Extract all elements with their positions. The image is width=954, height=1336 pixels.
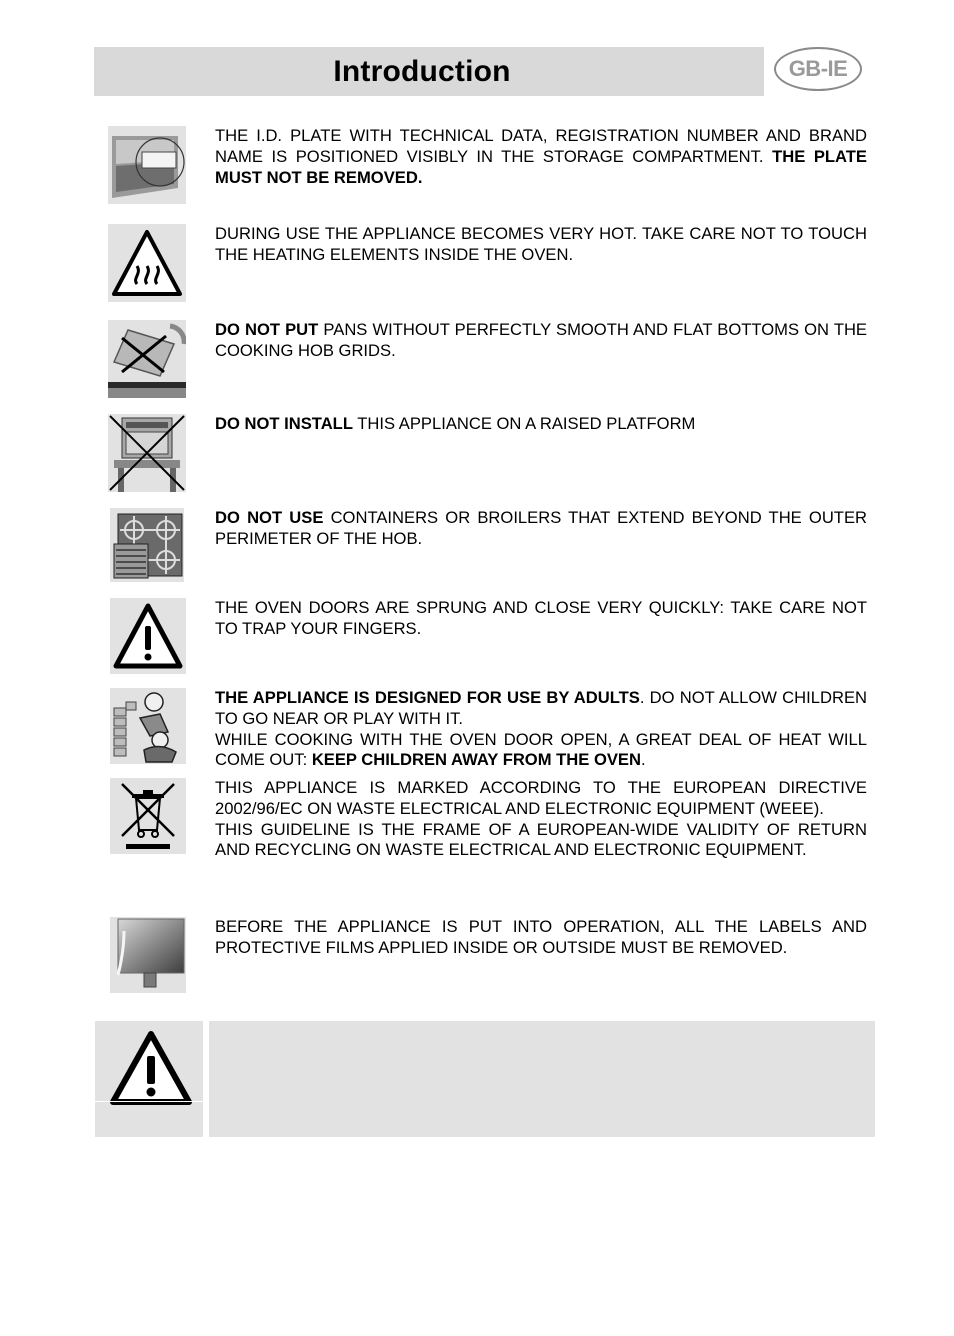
general-warning-icon [105,1026,197,1116]
general-warning-icon [110,598,186,674]
language-badge: GB-IE [774,47,862,91]
id-plate-icon [108,126,186,204]
divider [95,1101,203,1102]
item-text: DO NOT PUT PANS WITHOUT PERFECTLY SMOOTH AND FLAT BOTTOMS ON THE COOKING HOB GRIDS. [215,320,868,360]
protective-film-icon [110,917,186,993]
page-title: Introduction [333,54,511,88]
uneven-pan-icon [108,320,186,398]
warning-box-text-cell [209,1021,875,1137]
hot-surface-warning-icon [108,224,186,302]
item-text: DO NOT INSTALL THIS APPLIANCE ON A RAISED PLATFORM [215,414,696,433]
header-bar [94,47,764,96]
item-text: THIS APPLIANCE IS MARKED ACCORDING TO THE EUROPEAN DIRECTIVE 2002/96/EC ON WASTE ELECTRICAL AND ELECTRONIC EQUIPMENT (WEEE). THIS GUIDELINE IS THE FRAME OF A EUROPEAN-WIDE VALIDITY OF RETURN AND RECYCLING ON WASTE ELECTRICAL AND ELECTRONIC EQUIPMENT. [215,778,867,860]
item-text: DO NOT USE CONTAINERS OR BROILERS THAT EXTEND BEYOND THE OUTER PERIMETER OF THE HOB. [215,508,867,548]
item-text: THE OVEN DOORS ARE SPRUNG AND CLOSE VERY QUICKLY: TAKE CARE NOT TO TRAP YOUR FINGERS. [215,598,867,638]
no-raised-platform-icon [108,414,186,492]
item-text: THE APPLIANCE IS DESIGNED FOR USE BY ADULTS. DO NOT ALLOW CHILDREN TO GO NEAR OR PLAY WITH IT. WHILE COOKING WITH THE OVEN DOOR OPEN, A GREAT DEAL OF HEAT WILL COME OUT: KEEP CHILDREN AWAY FROM THE OVEN. [215,688,867,770]
warning-box-icon-cell [95,1021,203,1137]
weee-crossed-bin-icon [110,778,186,854]
item-text: DURING USE THE APPLIANCE BECOMES VERY HOT. TAKE CARE NOT TO TOUCH THE HEATING ELEMENTS INSIDE THE OVEN. [215,224,867,264]
item-text: BEFORE THE APPLIANCE IS PUT INTO OPERATION, ALL THE LABELS AND PROTECTIVE FILMS APPLIED INSIDE OR OUTSIDE MUST BE REMOVED. [215,917,867,957]
hob-containers-icon [110,508,184,582]
children-icon [110,688,186,764]
item-text: THE I.D. PLATE WITH TECHNICAL DATA, REGISTRATION NUMBER AND BRAND NAME IS POSITIONED VISIBLY IN THE STORAGE COMPARTMENT. THE PLATE MUST NOT BE REMOVED. [215,126,867,187]
